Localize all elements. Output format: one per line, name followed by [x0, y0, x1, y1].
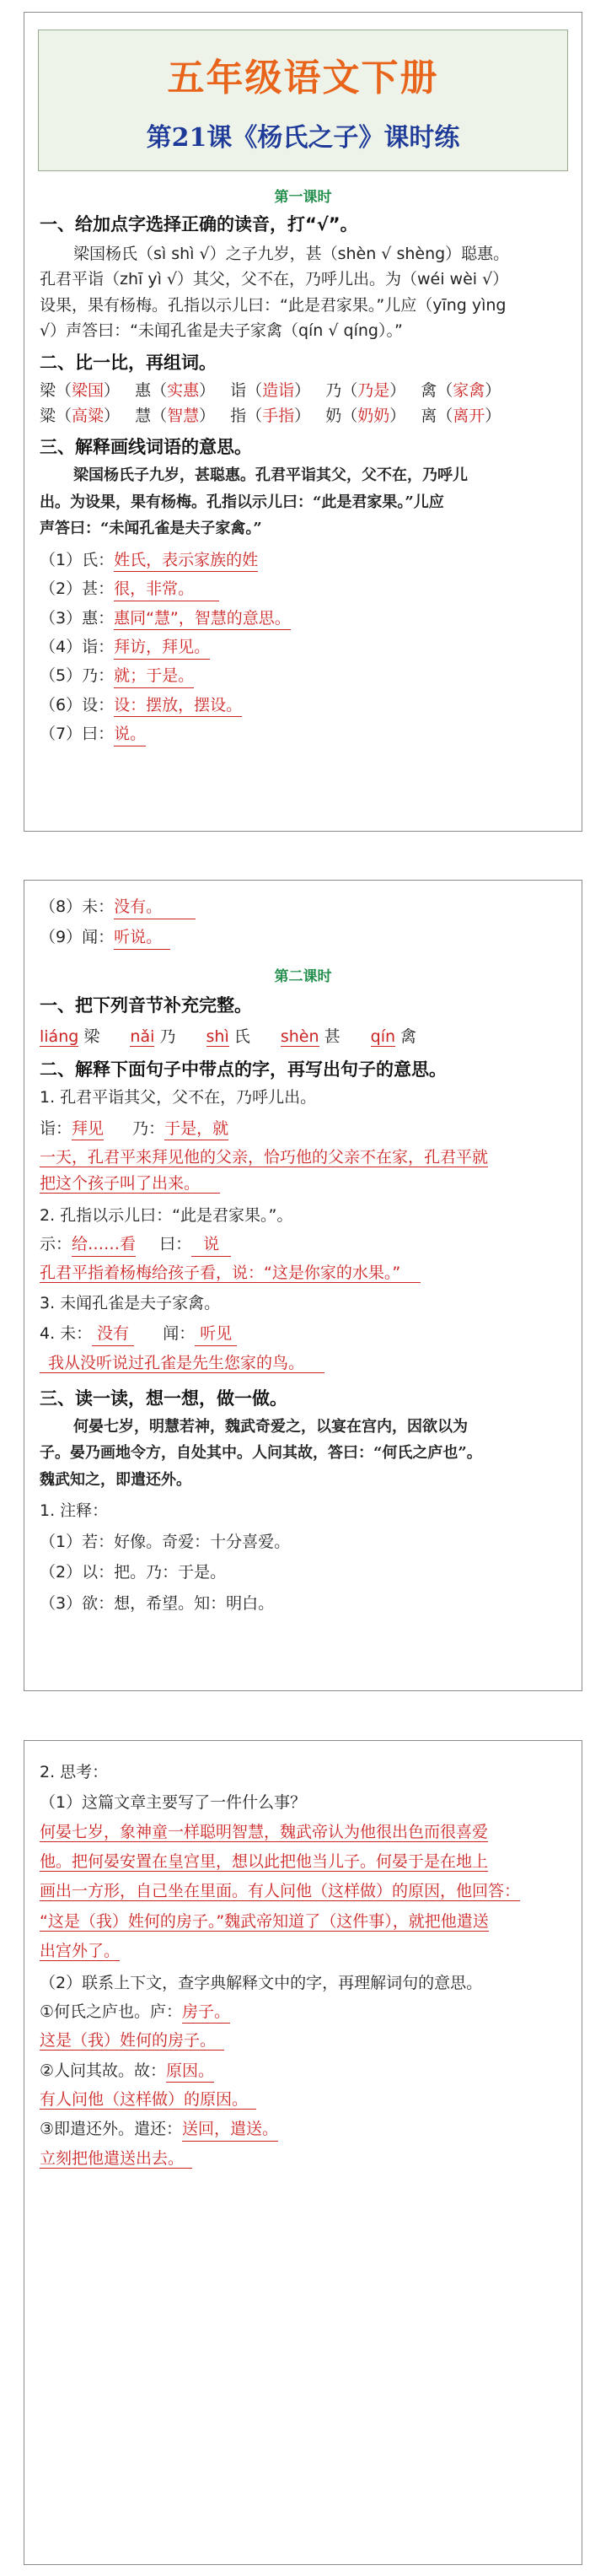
think-question-2: （2）联系上下文，查字典解释文中的字，再理解词句的意思。 — [40, 1973, 483, 1992]
answer-item: （8）未：没有。 — [40, 894, 566, 919]
passage-line-3: 声答曰：“未闻孔雀是夫子家禽。” — [40, 520, 262, 538]
word-pair: 慧（智慧） — [135, 406, 216, 425]
think-title: 2. 思考： — [40, 1763, 109, 1781]
passage-line-2: 子。晏乃画地令方，自处其中。人问其故，答曰：“何氏之庐也”。 — [40, 1444, 482, 1463]
pronunciation-line-1: 梁国杨氏（sì shì √）之子九岁，甚（shèn √ shèng）聪惠。 — [73, 245, 510, 263]
word-pair: 梁（梁国） — [40, 380, 121, 400]
answer-item: ③即遣还外。遣还：送回，遣送。 — [40, 2116, 566, 2142]
answer-item: （7）曰：说。 — [40, 721, 566, 746]
worksheet-card-1 — [24, 12, 582, 832]
answer-item: （6）设：设：摆放，摆设。 — [40, 693, 566, 718]
notes-title: 1. 注释： — [40, 1501, 109, 1521]
passage-line-3: 魏武知之，即遣还外。 — [40, 1470, 191, 1489]
lesson-1-label: 第一课时 — [274, 189, 332, 206]
section-3-title: 三、解释画线词语的意思。 — [40, 437, 252, 458]
sentence-meaning: 把这个孩子叫了出来。 — [40, 1171, 566, 1197]
sentence-question: 1. 孔君平诣其父，父不在，乃呼儿出。 — [40, 1088, 317, 1107]
answer-item: （4）诣：拜访，拜见。 — [40, 634, 566, 660]
passage-line-1: 梁国杨氏子九岁，甚聪惠。孔君平诣其父，父不在，乃呼儿 — [73, 466, 468, 485]
answer-sentence: 有人问他（这样做）的原因。 — [40, 2087, 566, 2113]
word-pair: 离（离开） — [421, 406, 501, 425]
pinyin-item: qín 禽 — [370, 1027, 417, 1046]
answer-paragraph-line: 他。把何晏安置在皇宫里，想以此把他当儿子。何晏于是在地上 — [40, 1852, 489, 1872]
section-3-title: 三、读一读，想一想，做一做。 — [40, 1388, 287, 1409]
word-explain-row: 示：给……看 曰： 说 — [40, 1231, 566, 1257]
word-pair: 惠（实惠） — [135, 380, 216, 400]
worksheet-card-2 — [24, 880, 582, 1691]
word-compare-row-1 — [40, 378, 566, 403]
word-compare-row-2 — [40, 403, 566, 428]
word-pair: 粱（高粱） — [40, 406, 121, 425]
answer-paragraph-line: 出宫外了。 — [40, 1942, 121, 1961]
note-item: （1）若：好像。奇爱：十分喜爱。 — [40, 1532, 291, 1551]
answer-paragraph-line: 画出一方形，自己坐在里面。有人问他（这样做）的原因，他回答： — [40, 1882, 521, 1901]
note-item: （3）欲：想，希望。知：明白。 — [40, 1593, 275, 1613]
title-banner — [38, 30, 568, 171]
sentence-meaning: 孔君平指着杨梅给孩子看，说：“这是你家的水果。” — [40, 1260, 566, 1286]
pinyin-item: nǎi 乃 — [130, 1027, 176, 1046]
answer-item: ①何氏之庐也。庐：房子。 — [40, 1999, 566, 2024]
answer-item: （5）乃：就；于是。 — [40, 663, 566, 688]
sentence-question: 3. 未闻孔雀是夫子家禽。 — [40, 1293, 221, 1312]
word-explain-row: 4. 未： 没有 闻： 听见 — [40, 1321, 566, 1346]
word-pair: 乃（乃是） — [325, 380, 406, 400]
pronunciation-line-3: 设果，果有杨梅。孔指以示儿曰：“此是君家果。”儿应（yīng yìng — [40, 295, 507, 315]
section-1-title: 一、把下列音节补充完整。 — [40, 994, 252, 1016]
pronunciation-line-4: √）声答曰：“未闻孔雀是夫子家禽（qín √ qíng）。” — [40, 321, 403, 341]
sentence-meaning: 一天，孔君平来拜见他的父亲，恰巧他的父亲不在家，孔君平就 — [40, 1147, 489, 1167]
word-pair: 诣（造诣） — [230, 380, 311, 400]
answer-item: （9）闻：听说。 — [40, 924, 566, 950]
word-pair: 禽（家禽） — [421, 380, 501, 400]
answer-item: （1）氏：姓氏，表示家族的姓 — [40, 547, 566, 573]
worksheet-card-3 — [24, 1740, 582, 2565]
think-question-1: （1）这篇文章主要写了一件什么事？ — [40, 1793, 307, 1813]
pinyin-item: shèn 甚 — [280, 1027, 341, 1046]
answer-sentence: 立刻把他遣送出去。 — [40, 2146, 566, 2172]
answer-paragraph-line: 何晏七岁，象神童一样聪明智慧，魏武帝认为他很出色而很喜爱 — [40, 1822, 489, 1841]
pinyin-item: shì 氏 — [206, 1027, 250, 1046]
page-subtitle: 第21课《杨氏之子》课时练 — [146, 123, 460, 153]
word-pair: 奶（奶奶） — [325, 406, 406, 425]
pronunciation-line-2: 孔君平诣（zhī yì √）其父，父不在，乃呼儿出。为（wéi wèi √） — [40, 270, 509, 289]
passage-line-1: 何晏七岁，明慧若神，魏武奇爱之，以宴在宫内，因欲以为 — [73, 1417, 468, 1436]
answer-item: ②人问其故。故：原因。 — [40, 2058, 566, 2083]
answer-paragraph-line: “这是（我）姓何的房子。”魏武帝知道了（这件事），就把他遣送 — [40, 1911, 489, 1931]
section-2-title: 二、解释下面句子中带点的字，再写出句子的意思。 — [40, 1059, 447, 1081]
page-title: 五年级语文下册 — [167, 57, 439, 100]
section-2-title: 二、比一比，再组词。 — [40, 352, 217, 373]
answer-sentence: 这是（我）姓何的房子。 — [40, 2028, 566, 2054]
word-pair: 指（手指） — [230, 406, 311, 425]
pinyin-row — [40, 1024, 566, 1049]
section-1-title: 一、给加点字选择正确的读音，打“√”。 — [40, 214, 358, 234]
pinyin-item: liáng 梁 — [40, 1027, 100, 1046]
sentence-question: 2. 孔指以示儿曰：“此是君家果。”。 — [40, 1205, 293, 1225]
sentence-meaning: 我从没听说过孔雀是先生您家的鸟。 — [40, 1350, 566, 1377]
answer-item: （2）甚：很，非常。 — [40, 576, 566, 601]
answer-item: （3）惠：惠同“慧”，智慧的意思。 — [40, 606, 566, 631]
passage-line-2: 出。为设果，果有杨梅。孔指以示儿曰：“此是君家果。”儿应 — [40, 493, 444, 511]
lesson-2-label: 第二课时 — [274, 967, 332, 985]
word-explain-row: 诣：拜见 乃：于是，就 — [40, 1116, 566, 1141]
note-item: （2）以：把。乃：于是。 — [40, 1563, 227, 1582]
